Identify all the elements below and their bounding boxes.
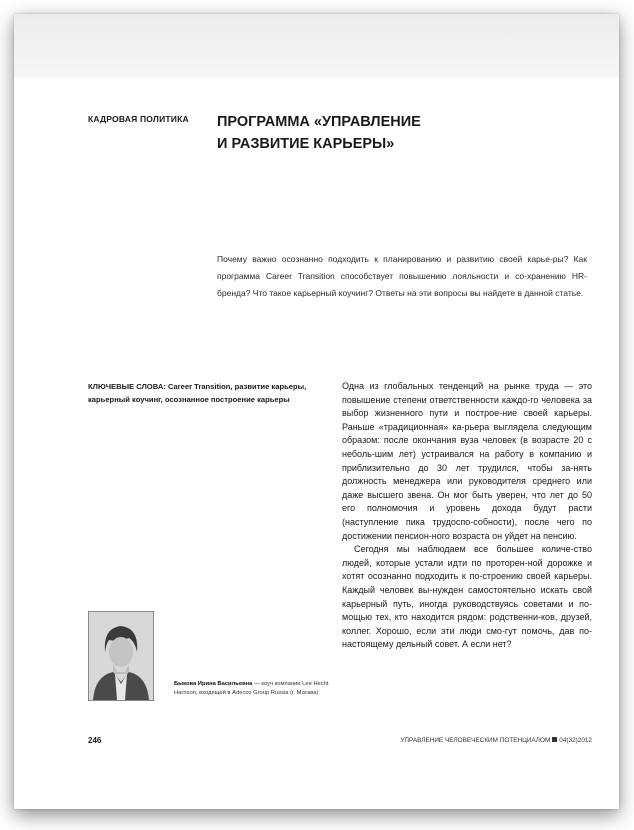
author-description: — коуч компании Lee Hecht Harrison, входящей в Adecco Group Russia (г. Москва) <box>174 681 329 696</box>
keywords-text: Career Transition, развитие карьеры, карьерный коучинг, осознанное построение карьеры <box>88 382 307 404</box>
title-line-2: И РАЗВИТИЕ КАРЬЕРЫ» <box>217 136 395 152</box>
journal-issue: 04(32)2012 <box>559 737 592 744</box>
keywords-label: КЛЮЧЕВЫЕ СЛОВА: <box>88 382 166 391</box>
footer-square-icon <box>552 737 557 742</box>
body-paragraph-2: Сегодня мы наблюдаем все большее количе-ство людей, которые устали идти по проторен-ной дорожке и хотят осознанно подходить к по-строению своей карьеры. Каждый человек вы-нужден самостоятельно искать свой карьерный путь, иногда руководствуясь советами и по-мощью тех, кто находится рядом: родственни-ков, друзей, коллег. Хорошо, если эти люди смо-гут помочь, дав по-настоящему дельный совет. А если нет? <box>342 544 592 650</box>
author-photo <box>88 611 154 701</box>
title-line-1: ПРОГРАММА «УПРАВЛЕНИЕ <box>217 114 421 130</box>
magazine-page <box>14 14 619 809</box>
journal-name: УПРАВЛЕНИЕ ЧЕЛОВЕЧЕСКИМ ПОТЕНЦИАЛОМ <box>400 737 551 744</box>
section-label: КАДРОВАЯ ПОЛИТИКА <box>88 114 189 124</box>
article-title <box>217 111 547 155</box>
page-number: 246 <box>88 736 102 745</box>
keywords-block <box>88 380 328 406</box>
author-name: Быкова Ирина Васильевна <box>174 681 253 687</box>
article-body <box>342 380 592 652</box>
author-portrait-image <box>89 612 153 700</box>
body-paragraph-1: Одна из глобальных тенденций на рынке труда — это повышение степени ответственности каждо-го человека за выбор жизненного пути и построе-ние своей карьеры. Раньше «традиционная» ка-рьера выглядела следующим образом: после окончания вуза человек (в возрасте 20 с неболь-шим лет) устраивался на работу в компанию и приблизительно до 30 лет трудился, чтобы за-нять должность менеджера или руководителя среднего или даже высшего звена. Он мог быть уверен, что лет до 50 его полномочия и уровень дохода будут расти (наступление пика трудоспо-собности), после чего по достижении пенсион-ного возраста он уйдет на пенсию. <box>342 381 592 541</box>
journal-footer <box>390 737 592 744</box>
article-lead: Почему важно осознанно подходить к планированию и развитию своей карье-ры? Как программа Career Transition способствует повышению лояльности и со-хранению HR-бренда? Что такое карьерный коучинг? Ответы на эти вопросы вы найдете в данной статье. <box>217 254 587 298</box>
author-caption <box>174 680 349 698</box>
page-top-band <box>14 14 619 78</box>
